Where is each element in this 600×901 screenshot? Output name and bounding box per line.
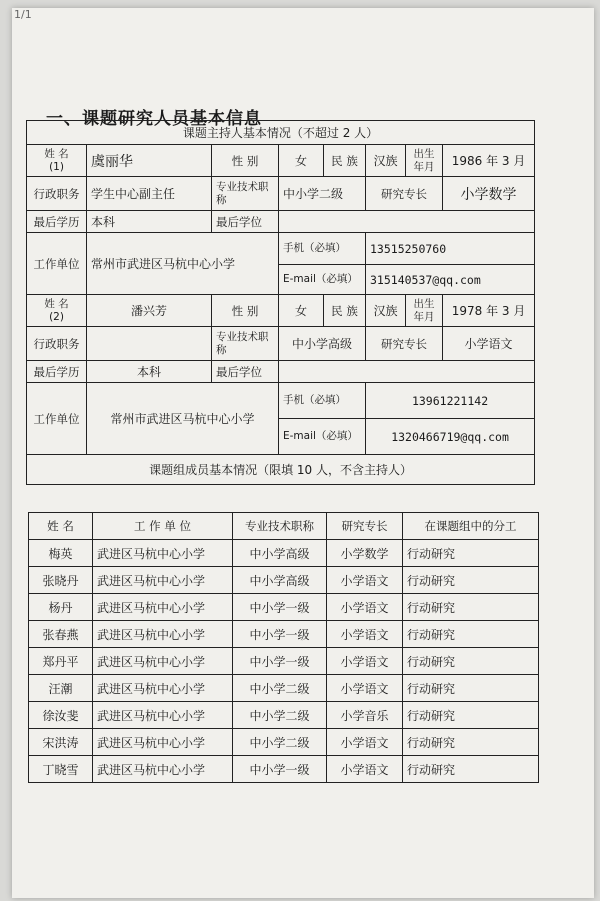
member-name: 汪潮 xyxy=(29,675,93,702)
ethnicity-label: 民 族 xyxy=(324,295,366,327)
member-specialty: 小学数学 xyxy=(327,540,403,567)
member-role: 行动研究 xyxy=(403,567,539,594)
table-row xyxy=(29,648,539,675)
name-label: 姓 名 (1) xyxy=(27,145,87,177)
phone-label: 手机（必填） xyxy=(279,383,366,419)
member-unit: 武进区马杭中心小学 xyxy=(93,729,233,756)
member-name: 郑丹平 xyxy=(29,648,93,675)
host2-ethnicity: 汉族 xyxy=(366,295,406,327)
host2-birth: 1978 年 3 月 xyxy=(443,295,535,327)
workplace-label: 工作单位 xyxy=(27,233,87,295)
member-specialty: 小学语文 xyxy=(327,729,403,756)
table-row xyxy=(29,540,539,567)
member-title: 中小学一级 xyxy=(233,594,327,621)
member-title: 中小学一级 xyxy=(233,621,327,648)
member-specialty: 小学语文 xyxy=(327,594,403,621)
col-header-title: 专业技术职称 xyxy=(233,513,327,540)
phone-label: 手机（必填） xyxy=(279,233,366,265)
host1-specialty: 小学数学 xyxy=(443,177,535,211)
member-role: 行动研究 xyxy=(403,648,539,675)
member-title: 中小学二级 xyxy=(233,702,327,729)
host1-email: 315140537@qq.com xyxy=(366,265,535,295)
member-title: 中小学二级 xyxy=(233,675,327,702)
workplace-label: 工作单位 xyxy=(27,383,87,455)
host2-degree xyxy=(279,361,535,383)
member-specialty: 小学音乐 xyxy=(327,702,403,729)
name-label: 姓 名 (2) xyxy=(27,295,87,327)
birth-label: 出生年月 xyxy=(406,295,443,327)
member-name: 徐汝斐 xyxy=(29,702,93,729)
host1-education: 本科 xyxy=(87,211,212,233)
ethnicity-label: 民 族 xyxy=(324,145,366,177)
member-role: 行动研究 xyxy=(403,540,539,567)
member-title: 中小学一级 xyxy=(233,648,327,675)
member-name: 丁晓雪 xyxy=(29,756,93,783)
member-title: 中小学一级 xyxy=(233,756,327,783)
member-role: 行动研究 xyxy=(403,702,539,729)
member-unit: 武进区马杭中心小学 xyxy=(93,594,233,621)
member-specialty: 小学语文 xyxy=(327,756,403,783)
table-row xyxy=(29,675,539,702)
member-specialty: 小学语文 xyxy=(327,675,403,702)
host1-workplace: 常州市武进区马杭中心小学 xyxy=(87,233,279,295)
gender-label: 性 别 xyxy=(212,145,279,177)
col-header-name: 姓 名 xyxy=(29,513,93,540)
member-role: 行动研究 xyxy=(403,756,539,783)
education-label: 最后学历 xyxy=(27,211,87,233)
host2-workplace: 常州市武进区马杭中心小学 xyxy=(87,383,279,455)
member-specialty: 小学语文 xyxy=(327,648,403,675)
member-name: 宋洪涛 xyxy=(29,729,93,756)
member-role: 行动研究 xyxy=(403,621,539,648)
birth-label: 出生年月 xyxy=(406,145,443,177)
member-role: 行动研究 xyxy=(403,729,539,756)
degree-label: 最后学位 xyxy=(212,211,279,233)
member-name: 杨丹 xyxy=(29,594,93,621)
member-header: 课题组成员基本情况（限填 10 人，不含主持人） xyxy=(27,455,535,485)
table-row xyxy=(29,621,539,648)
table-row xyxy=(29,702,539,729)
host2-phone: 13961221142 xyxy=(366,383,535,419)
host2-specialty: 小学语文 xyxy=(443,327,535,361)
admin-post-label: 行政职务 xyxy=(27,327,87,361)
member-specialty: 小学语文 xyxy=(327,567,403,594)
specialty-label: 研究专长 xyxy=(366,177,443,211)
host1-gender: 女 xyxy=(279,145,324,177)
gender-label: 性 别 xyxy=(212,295,279,327)
host2-name: 潘兴芳 xyxy=(87,295,212,327)
host1-degree xyxy=(279,211,535,233)
member-name: 张春燕 xyxy=(29,621,93,648)
col-header-specialty: 研究专长 xyxy=(327,513,403,540)
table-row xyxy=(29,729,539,756)
host1-birth: 1986 年 3 月 xyxy=(443,145,535,177)
member-title: 中小学二级 xyxy=(233,729,327,756)
email-label: E-mail（必填） xyxy=(279,419,366,455)
table-row xyxy=(29,594,539,621)
host2-title: 中小学高级 xyxy=(279,327,366,361)
member-unit: 武进区马杭中心小学 xyxy=(93,567,233,594)
member-name: 张晓丹 xyxy=(29,567,93,594)
host2-gender: 女 xyxy=(279,295,324,327)
member-title: 中小学高级 xyxy=(233,567,327,594)
member-table xyxy=(28,512,539,783)
col-header-role: 在课题组中的分工 xyxy=(403,513,539,540)
col-header-unit: 工 作 单 位 xyxy=(93,513,233,540)
host2-admin-post xyxy=(87,327,212,361)
member-unit: 武进区马杭中心小学 xyxy=(93,540,233,567)
member-unit: 武进区马杭中心小学 xyxy=(93,648,233,675)
member-specialty: 小学语文 xyxy=(327,621,403,648)
member-unit: 武进区马杭中心小学 xyxy=(93,702,233,729)
host1-title: 中小学二级 xyxy=(279,177,366,211)
host2-email: 1320466719@qq.com xyxy=(366,419,535,455)
host1-name: 虞丽华 xyxy=(87,145,212,177)
host-header: 课题主持人基本情况（不超过 2 人） xyxy=(27,121,535,145)
member-unit: 武进区马杭中心小学 xyxy=(93,675,233,702)
host2-education: 本科 xyxy=(87,361,212,383)
member-role: 行动研究 xyxy=(403,675,539,702)
table-row xyxy=(29,756,539,783)
host1-admin-post: 学生中心副主任 xyxy=(87,177,212,211)
specialty-label: 研究专长 xyxy=(366,327,443,361)
section-title: 一、课题研究人员基本信息 xyxy=(46,109,262,129)
member-role: 行动研究 xyxy=(403,594,539,621)
admin-post-label: 行政职务 xyxy=(27,177,87,211)
host-info-table xyxy=(26,120,535,485)
host1-phone: 13515250760 xyxy=(366,233,535,265)
host1-ethnicity: 汉族 xyxy=(366,145,406,177)
email-label: E-mail（必填） xyxy=(279,265,366,295)
corner-mark: 1/1 xyxy=(14,8,32,21)
member-title: 中小学高级 xyxy=(233,540,327,567)
education-label: 最后学历 xyxy=(27,361,87,383)
title-label: 专业技术职称 xyxy=(212,327,279,361)
member-name: 梅英 xyxy=(29,540,93,567)
member-unit: 武进区马杭中心小学 xyxy=(93,756,233,783)
title-label: 专业技术职称 xyxy=(212,177,279,211)
table-row xyxy=(29,567,539,594)
member-unit: 武进区马杭中心小学 xyxy=(93,621,233,648)
degree-label: 最后学位 xyxy=(212,361,279,383)
